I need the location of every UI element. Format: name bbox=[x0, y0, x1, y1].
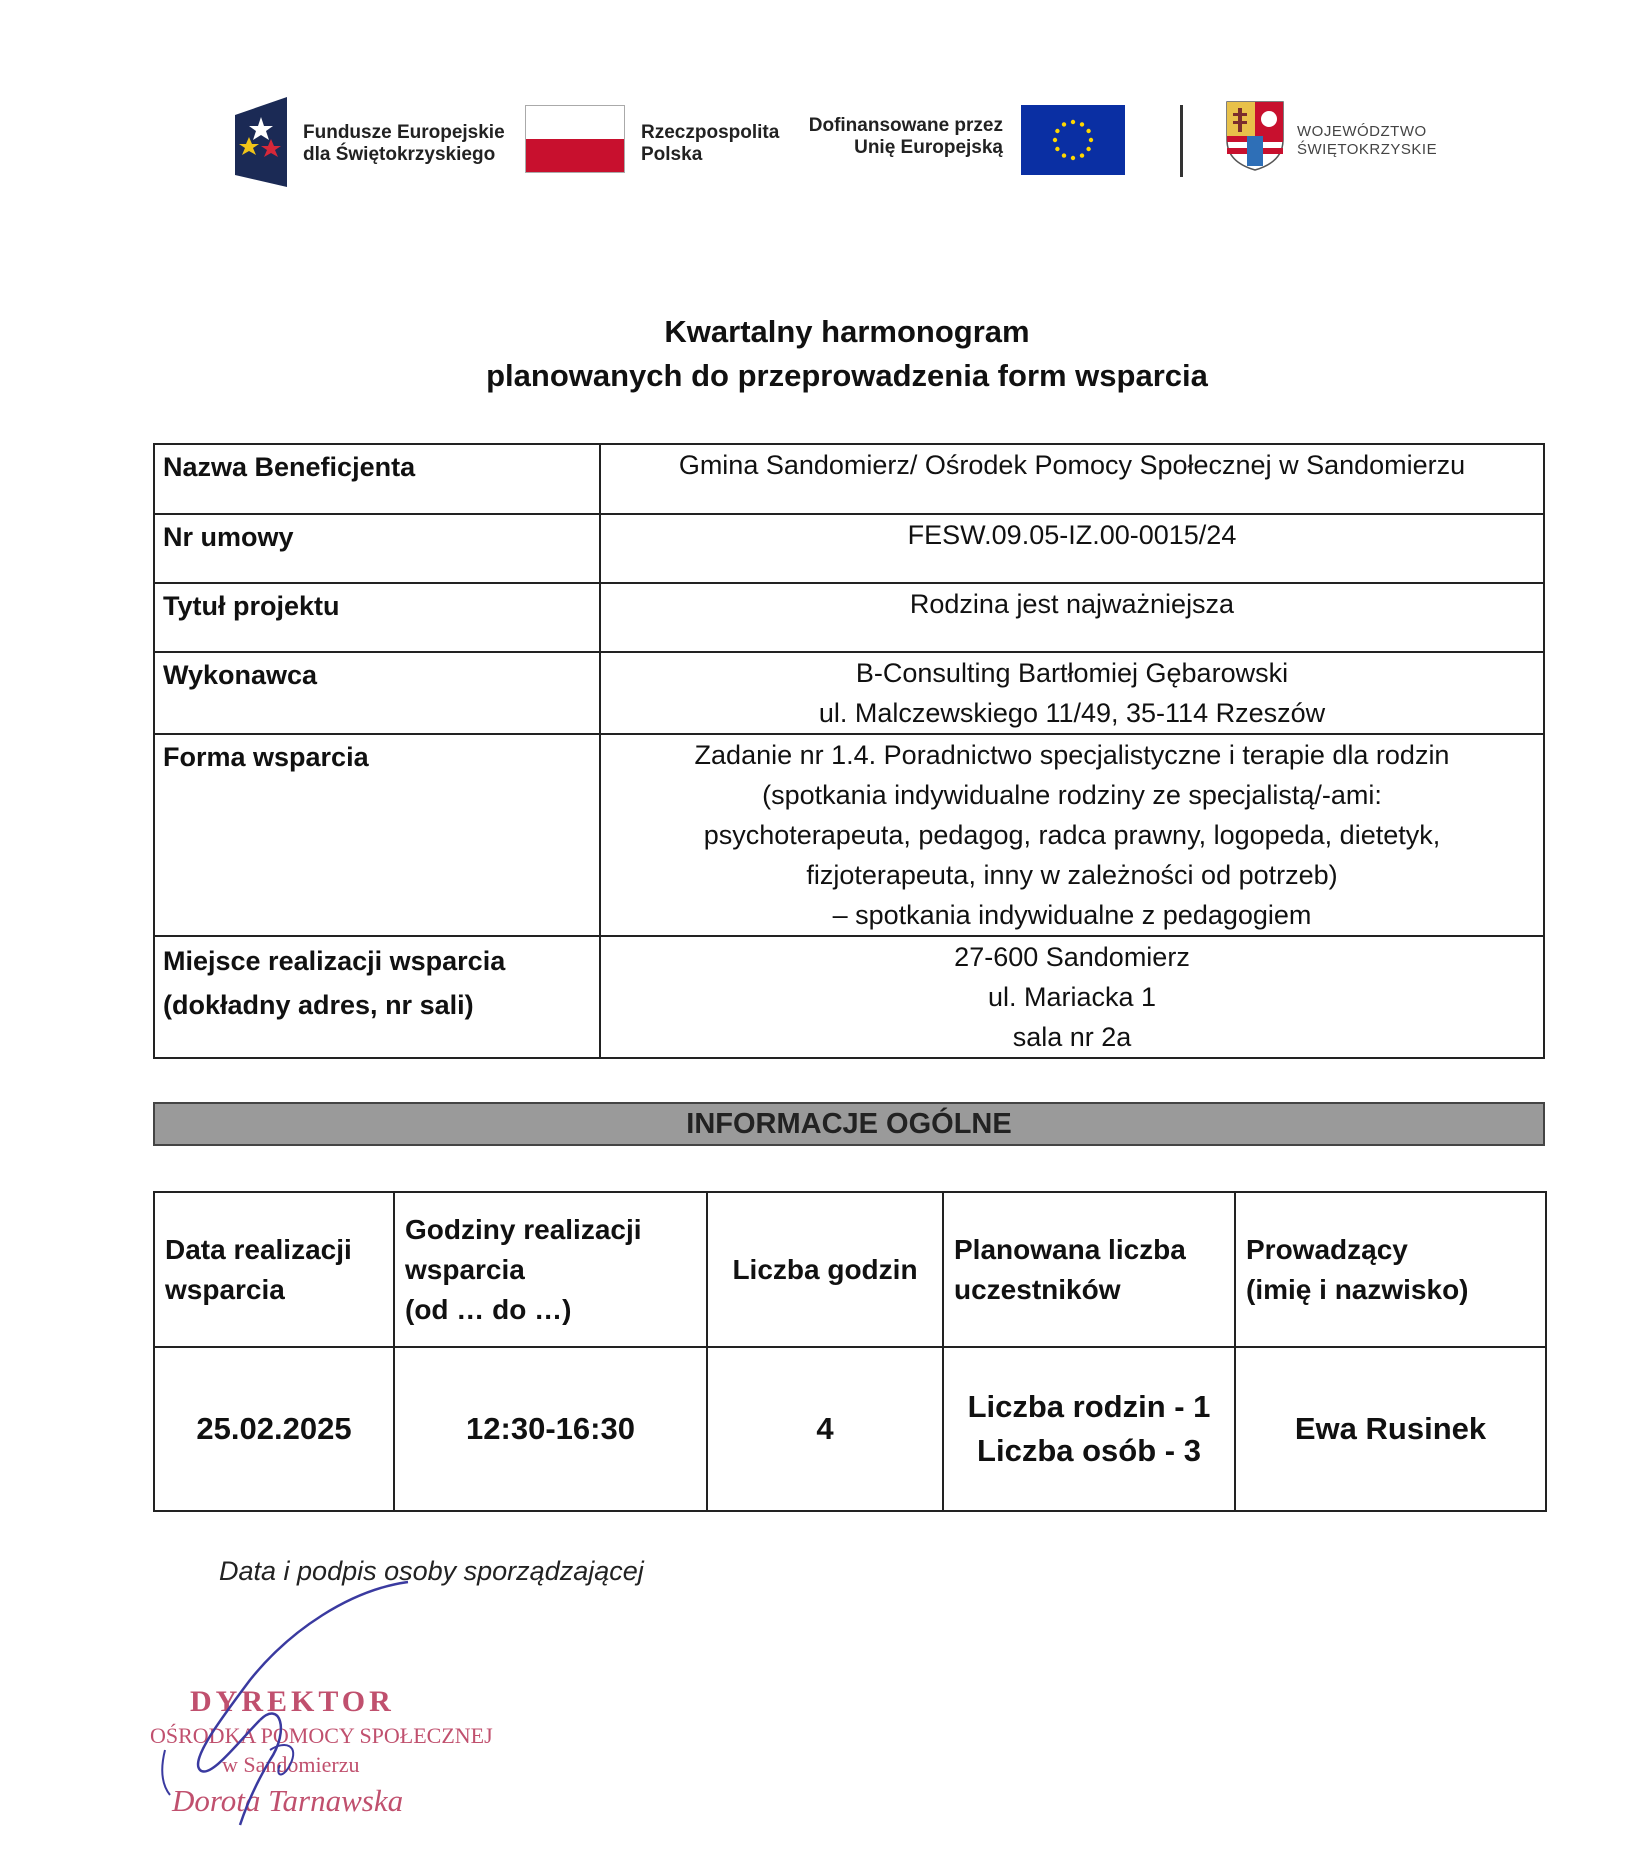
rzeczpospolita-line1: Rzeczpospolita bbox=[641, 122, 780, 143]
table-row bbox=[154, 1347, 1546, 1511]
wykonawca-label: Wykonawca bbox=[154, 652, 600, 734]
umowa-value: FESW.09.05-IZ.00-0015/24 bbox=[600, 514, 1544, 583]
stamp-title: DYREKTOR bbox=[190, 1685, 395, 1718]
fundusze-europejskie-logo bbox=[235, 95, 505, 190]
eu-cofinancing-logo bbox=[805, 105, 1125, 180]
wojewodztwo-line2: ŚWIĘTOKRZYSKIE bbox=[1297, 141, 1438, 158]
funding-logo-bar bbox=[225, 95, 1465, 195]
coat-of-arms-icon bbox=[1225, 100, 1285, 172]
miejsce-label-line1: Miejsce realizacji wsparcia bbox=[163, 946, 506, 976]
cell-prowadzacy: Ewa Rusinek bbox=[1235, 1347, 1546, 1511]
wykonawca-address: ul. Malczewskiego 11/49, 35-114 Rzeszów bbox=[818, 698, 1326, 728]
header-prowadzacy-line2: (imię i nazwisko) bbox=[1246, 1273, 1469, 1305]
stamp-institution: OŚRODKA POMOCY SPOŁECZNEJ bbox=[150, 1723, 493, 1748]
eu-flag-icon bbox=[1021, 105, 1125, 175]
director-stamp bbox=[150, 1635, 493, 1835]
eu-cofinancing-text bbox=[809, 115, 1003, 159]
header-godziny-line3: (od … do …) bbox=[405, 1293, 572, 1325]
document-title-line1: Kwartalny harmonogram bbox=[664, 314, 1030, 349]
table-row bbox=[154, 652, 1544, 734]
header-uczestnicy-line1: Planowana liczba bbox=[954, 1233, 1186, 1265]
project-info-table bbox=[153, 443, 1545, 1059]
section-title-bar: INFORMACJE OGÓLNE bbox=[153, 1102, 1545, 1146]
table-row bbox=[154, 514, 1544, 583]
miejsce-label bbox=[154, 936, 600, 1058]
forma-label: Forma wsparcia bbox=[154, 734, 600, 936]
forma-value bbox=[600, 734, 1544, 936]
miejsce-city: 27-600 Sandomierz bbox=[954, 942, 1190, 972]
fundusze-line1: Fundusze Europejskie bbox=[303, 122, 505, 143]
rzeczpospolita-text bbox=[641, 122, 779, 166]
wojewodztwo-text bbox=[1297, 123, 1437, 159]
wojewodztwo-line1: WOJEWÓDZTWO bbox=[1297, 123, 1427, 140]
header-prowadzacy-line1: Prowadzący bbox=[1246, 1233, 1408, 1265]
forma-line1: Zadanie nr 1.4. Poradnictwo specjalistyczne i terapie dla rodzin bbox=[694, 740, 1450, 770]
cell-data: 25.02.2025 bbox=[154, 1347, 394, 1511]
table-row bbox=[154, 734, 1544, 936]
document-title-line2: planowanych do przeprowadzenia form wsparcia bbox=[486, 358, 1208, 393]
table-row bbox=[154, 936, 1544, 1058]
rzeczpospolita-logo bbox=[525, 105, 795, 180]
fundusze-europejskie-star-icon bbox=[235, 97, 287, 187]
miejsce-value bbox=[600, 936, 1544, 1058]
schedule-table bbox=[153, 1191, 1547, 1512]
header-liczba-godzin: Liczba godzin bbox=[707, 1192, 943, 1347]
header-godziny-line1: Godziny realizacji bbox=[405, 1213, 642, 1245]
polish-flag-icon bbox=[525, 105, 625, 173]
miejsce-label-line2: (dokładny adres, nr sali) bbox=[163, 990, 474, 1020]
cell-uczestnicy bbox=[943, 1347, 1235, 1511]
table-row bbox=[154, 444, 1544, 514]
wykonawca-name: B-Consulting Bartłomiej Gębarowski bbox=[855, 658, 1289, 688]
document-title bbox=[0, 310, 1634, 398]
eu-line2: Unię Europejską bbox=[854, 137, 1003, 158]
wykonawca-value bbox=[600, 652, 1544, 734]
forma-line5: – spotkania indywidualne z pedagogiem bbox=[832, 900, 1312, 930]
forma-line4: fizjoterapeuta, inny w zależności od potrzeb) bbox=[806, 860, 1338, 890]
table-row bbox=[154, 583, 1544, 652]
forma-line3: psychoterapeuta, pedagog, radca prawny, logopeda, dietetyk, bbox=[703, 820, 1441, 850]
beneficjent-value: Gmina Sandomierz/ Ośrodek Pomocy Społecznej w Sandomierzu bbox=[600, 444, 1544, 514]
cell-uczestnicy-line1: Liczba rodzin - 1 bbox=[967, 1389, 1211, 1424]
header-data-line2: wsparcia bbox=[165, 1273, 285, 1305]
cell-uczestnicy-line2: Liczba osób - 3 bbox=[977, 1433, 1201, 1468]
table-header-row bbox=[154, 1192, 1546, 1347]
beneficjent-label: Nazwa Beneficjenta bbox=[154, 444, 600, 514]
cell-godziny: 12:30-16:30 bbox=[394, 1347, 707, 1511]
wojewodztwo-swietokrzyskie-logo bbox=[1225, 100, 1485, 180]
stamp-city: w Sandomierzu bbox=[222, 1752, 360, 1777]
cell-liczba-godzin: 4 bbox=[707, 1347, 943, 1511]
stamp-name: Dorota Tarnawska bbox=[172, 1783, 404, 1818]
fundusze-europejskie-text bbox=[303, 122, 505, 166]
signature-label: Data i podpis osoby sporządzającej bbox=[219, 1556, 644, 1586]
tytul-label: Tytuł projektu bbox=[154, 583, 600, 652]
rzeczpospolita-line2: Polska bbox=[641, 144, 703, 165]
miejsce-street: ul. Mariacka 1 bbox=[987, 982, 1157, 1012]
umowa-label: Nr umowy bbox=[154, 514, 600, 583]
header-data bbox=[154, 1192, 394, 1347]
header-uczestnicy-line2: uczestników bbox=[954, 1273, 1121, 1305]
header-uczestnicy bbox=[943, 1192, 1235, 1347]
fundusze-line2: dla Świętokrzyskiego bbox=[303, 144, 496, 165]
header-data-line1: Data realizacji bbox=[165, 1233, 352, 1265]
tytul-value: Rodzina jest najważniejsza bbox=[600, 583, 1544, 652]
header-godziny bbox=[394, 1192, 707, 1347]
eu-line1: Dofinansowane przez bbox=[808, 115, 1003, 136]
header-prowadzacy bbox=[1235, 1192, 1546, 1347]
header-godziny-line2: wsparcia bbox=[405, 1253, 525, 1285]
miejsce-room: sala nr 2a bbox=[1012, 1022, 1132, 1052]
logo-separator bbox=[1180, 105, 1183, 177]
forma-line2: (spotkania indywidualne rodziny ze specjalistą/-ami: bbox=[762, 780, 1382, 810]
